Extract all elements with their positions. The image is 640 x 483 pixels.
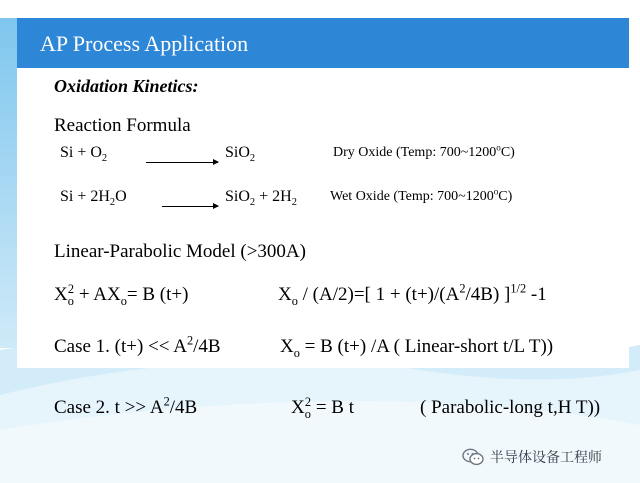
dry-condition: Dry Oxide (Temp: 700~1200$^o$C) (333, 142, 515, 160)
slide-title: AP Process Application (40, 31, 249, 56)
watermark-text: 半导体设备工程师 (490, 450, 602, 466)
dry-arrow (146, 162, 218, 163)
equation-left: $X_o^2 + AX_o= B$ (t+) (54, 281, 189, 308)
subtitle: Oxidation Kinetics: (54, 76, 199, 96)
wet-reactants: $Si + 2H_2O$ (60, 188, 127, 209)
reaction-heading: Reaction Formula (54, 115, 191, 136)
wet-condition: Wet Oxide (Temp: 700~1200$^o$C) (330, 186, 513, 204)
dry-product: SiO$_2$ (225, 144, 256, 165)
watermark (462, 447, 602, 467)
case1-condition: Case 1. $(t+) << A^2/4B$ (54, 333, 221, 357)
case2-note: ( Parabolic-long t,H T)) (420, 397, 601, 418)
case2-condition: Case 2. $t >> A^2/4B$ (54, 394, 198, 418)
wet-product: $SiO_2 + 2H_2$ (225, 188, 297, 209)
dry-reactants: $Si + O_2$ (60, 144, 108, 165)
content-panel (17, 68, 629, 368)
equation-right: $X_o / (A/2)=$[ $1 + (t+)/(A^2/4B)$ ]$^{1/2}$ -1 (278, 281, 547, 308)
left-accent-band (0, 18, 17, 348)
wet-arrow (162, 206, 218, 207)
model-heading: Linear-Parabolic Model (>300A) (54, 241, 306, 262)
case1-result: $X_o = B$ (t+) /A ( Linear-short t/L T)) (280, 336, 554, 360)
case2-result: $X_o^2 = B$ t (291, 394, 354, 421)
wechat-icon (462, 448, 484, 466)
